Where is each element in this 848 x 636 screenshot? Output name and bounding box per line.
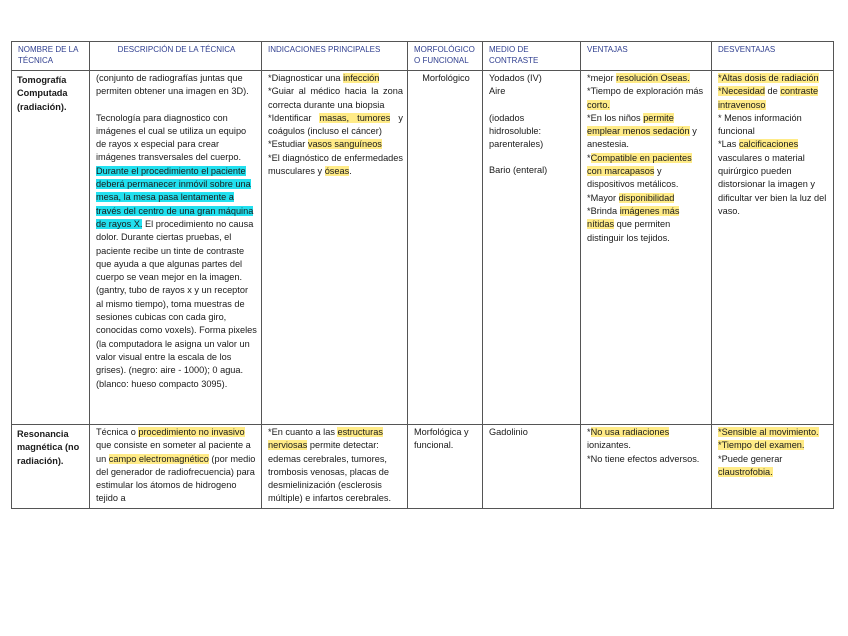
header-desventajas: DESVENTAJAS [712,42,834,71]
list-item: *Mayor disponibilidad [587,192,675,203]
list-item: *mejor resolución Oseas. [587,73,690,83]
list-item: *Tiempo de exploración más corto. [587,86,704,110]
header-morfologico: MORFOLÓGICO O FUNCIONAL [408,42,483,71]
header-indicaciones: INDICACIONES PRINCIPALES [262,42,408,71]
header-row [12,42,834,71]
list-item: Aire [489,86,506,97]
header-descripcion: DESCRIPCIÓN DE LA TÉCNICA [90,42,262,71]
contraste-cell: Gadolinio [483,425,581,509]
list-item: *No tiene efectos adversos. [587,453,700,464]
list-item: *Identificar masas, tumores y coágulos (incluso el cáncer) [268,112,403,137]
morfologico-cell: Morfológica y funcional. [408,425,483,509]
contraste-cell [483,71,581,425]
comparison-table [11,41,834,509]
list-item: *Tiempo del examen. [718,440,805,451]
descripcion-paragraph: Tecnología para diagnostico con imágenes el cual se utiliza un equipo de rayos x especial para crear imágenes transversales del cuerpo. Durante el procedimiento el paciente deberá permanecer inmóvil sobre una mesa, la mesa pasa lentamente a través del centro de una gran máquina de rayos X. El procedimiento no causa dolor. Durante ciertas pruebas, el paciente recibe un tinte de contraste que ayuda a que algunas partes del cuerpo se vean mejor en la imagen. (gantry, tubo de rayos x y un receptor al mismo tiempo), toma muestras de sesiones cubicas con cada giro, conocidas como voxels). Forma pixeles (la computadora le asigna un valor un valor visual entre la escala de los grises). (negro: aire - 1000); 0 agua. (blanco: hueso compacto 3095). [96,112,257,389]
indicaciones-cell [262,71,408,425]
list-item: *No usa radiaciones ionizantes. [587,427,670,451]
indicaciones-cell: *En cuanto a las estructuras nerviosas permite detectar: edemas cerebrales, tumores, trombosis venosas, placas de desmielinización (esclerosis múltiple) e infartos cerebrales. [262,425,408,509]
list-item: * Menos información funcional [718,112,802,137]
ventajas-cell [581,71,712,425]
list-item: *Necesidad de contraste intravenoso [718,86,819,110]
list-item: *Diagnosticar una infección [268,73,380,83]
list-item: (iodados hidrosoluble: parenterales) [489,112,544,150]
list-item: *Estudiar vasos sanguíneos [268,139,382,150]
descripcion-cell: Técnica o procedimiento no invasivo que consiste en someter al paciente a un campo electromagnético (por medio del generador de radiofrecuencia) para estimular los átomos de hidrogeno tejido a [90,425,262,509]
tecnica-name: Resonancia magnética (no radiación). [12,425,90,509]
desventajas-cell [712,425,834,509]
list-item: *Altas dosis de radiación [718,73,819,83]
table-row-resonancia [12,425,834,509]
table-row-tomografia [12,71,834,425]
list-item: *Guiar al médico hacia la zona correcta durante una biopsia [268,86,403,110]
list-item: Yodados (IV) [489,73,542,83]
list-item: *Sensible al movimiento. [718,427,819,437]
list-item: *En los niños permite emplear menos sedación y anestesia. [587,112,697,150]
header-contraste: MEDIO DE CONTRASTE [483,42,581,71]
highlight: Durante el procedimiento el paciente deberá permanecer inmóvil sobre una mesa, la mesa pasa lentamente a través del centro de una gran máquina de rayos X. [96,165,254,229]
descripcion-paragraph: (conjunto de radiografías juntas que permiten obtener una imagen en 3D). [96,73,249,97]
header-ventajas: VENTAJAS [581,42,712,71]
list-item: *Brinda imágenes más nítidas que permiten distinguir los tejidos. [587,205,680,243]
header-tecnica: NOMBRE DE LA TÉCNICA [12,42,90,71]
tecnica-name: Tomografía Computada (radiación). [12,71,90,425]
list-item: *Puede generar claustrofobia. [718,453,783,477]
desventajas-cell [712,71,834,425]
descripcion-cell [90,71,262,425]
list-item: Bario (enteral) [489,165,548,176]
list-item: *El diagnóstico de enfermedades musculares y óseas. [268,152,403,177]
list-item: *Compatible en pacientes con marcapasos y dispositivos metálicos. [587,152,692,190]
list-item: *Las calcificaciones vasculares o material quirúrgico pueden distorsionar la imagen y dificultar ver bien la luz del vaso. [718,139,827,216]
morfologico-cell: Morfológico [408,71,483,425]
ventajas-cell [581,425,712,509]
